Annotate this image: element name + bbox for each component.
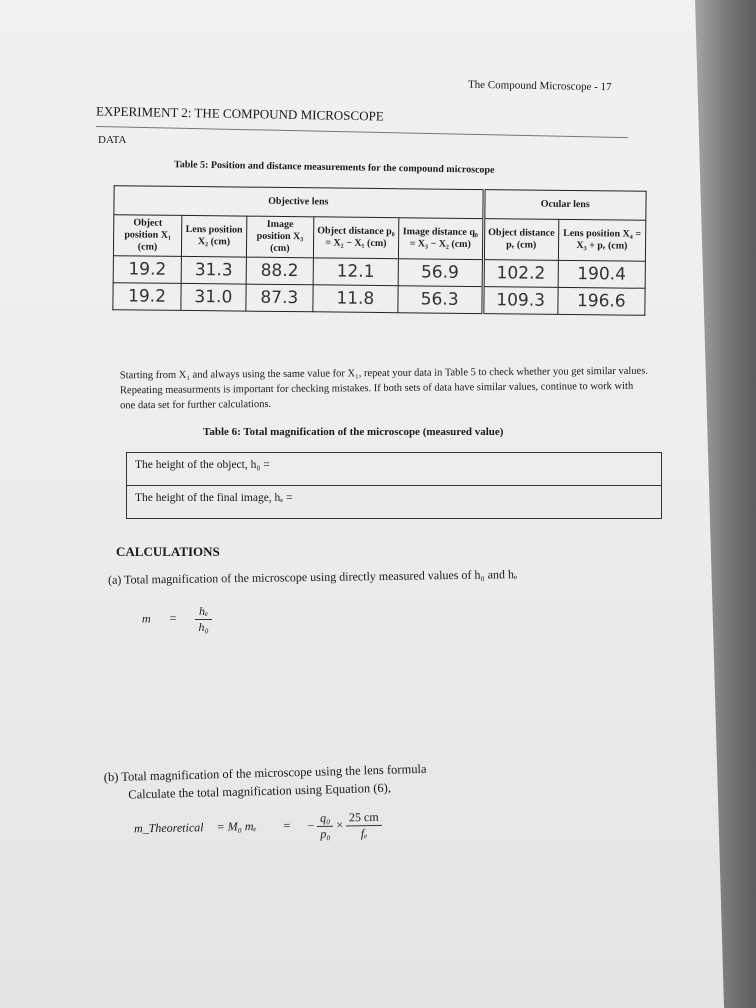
table-cell: 19.2 <box>113 283 181 311</box>
fraction-25-over-f <box>346 810 382 842</box>
column-header: Object position X₁ (cm) <box>113 215 181 257</box>
table6 <box>126 452 662 519</box>
column-header: Lens position X₄ = X₃ + pₑ (cm) <box>558 219 646 261</box>
table5 <box>112 185 646 316</box>
numerator: hₑ <box>195 604 211 620</box>
eq-lhs: m <box>142 611 151 626</box>
calculations-heading: CALCULATIONS <box>116 544 220 559</box>
equation-b <box>134 810 382 845</box>
column-header: Object distance p₀ = X₂ − X₁ (cm) <box>313 217 398 259</box>
question-b-line2: Calculate the total magnification using Equation (6), <box>128 780 392 802</box>
group-header: Objective lens <box>114 186 484 219</box>
table-cell: 12.1 <box>313 258 398 286</box>
column-header: Lens position X₂ (cm) <box>181 215 246 257</box>
object-height-row: The height of the object, h₀ = <box>135 459 270 471</box>
group-header: Ocular lens <box>483 190 646 221</box>
table-cell: 102.2 <box>483 260 558 288</box>
times-sign: × <box>336 817 344 832</box>
running-title: The Compound Microscope - 17 <box>467 78 612 94</box>
minus-sign: − <box>307 818 315 833</box>
table-cell: 11.8 <box>313 285 398 313</box>
eq-sign: = <box>283 818 291 833</box>
header-row <box>113 215 645 262</box>
eq-lhs: m_Theoretical <box>133 820 204 836</box>
table-cell: 19.2 <box>113 256 181 284</box>
fraction <box>195 604 211 635</box>
section-heading: DATA <box>98 134 127 146</box>
eq-mid: = M₀ mₑ <box>216 819 257 834</box>
column-header: Image distance q₀ = X₃ − X₂ (cm) <box>398 218 483 260</box>
column-header: Image position X₃ (cm) <box>246 216 314 258</box>
fraction-q-over-p <box>317 811 334 842</box>
eq-sign: = <box>169 611 177 626</box>
image-height-row: The height of the final image, hₑ = <box>127 485 661 518</box>
table-cell: 31.3 <box>181 256 246 284</box>
column-header: Object distance pₑ (cm) <box>483 219 559 261</box>
table-cell: 31.0 <box>181 283 246 311</box>
question-b-line1: (b) Total magnification of the microscope using the lens formula <box>103 761 427 785</box>
table-cell: 56.9 <box>398 259 483 287</box>
table6-caption: Table 6: Total magnification of the microscope (measured value) <box>203 426 504 438</box>
denominator: h₀ <box>198 620 209 634</box>
table-cell: 88.2 <box>246 257 313 285</box>
table-cell: 87.3 <box>246 284 313 312</box>
table-cell: 196.6 <box>558 287 646 315</box>
equation-a <box>142 604 212 635</box>
experiment-title: EXPERIMENT 2: THE COMPOUND MICROSCOPE <box>95 103 384 124</box>
numerator: 25 cm <box>346 810 382 827</box>
table5-caption: Table 5: Position and distance measurements for the compound microscope <box>173 159 495 176</box>
denominator: fₑ <box>360 826 368 841</box>
denominator: p₀ <box>320 826 331 841</box>
table-cell: 109.3 <box>482 287 557 315</box>
table-cell: 56.3 <box>398 286 483 314</box>
table-cell: 190.4 <box>558 260 646 288</box>
table-row <box>113 283 645 316</box>
instruction-paragraph: Starting from X₁ and always using the same value for X₁, repeat your data in Table 5 to check whether you get similar values. Repeating measurments is important for checking mistakes. If both sets of data have similar values, continue to work with one data set for further calculations. <box>119 365 648 412</box>
numerator: q₀ <box>317 811 333 827</box>
question-a: (a) Total magnification of the microscope using directly measured values of h₀ and hₑ <box>107 567 518 587</box>
